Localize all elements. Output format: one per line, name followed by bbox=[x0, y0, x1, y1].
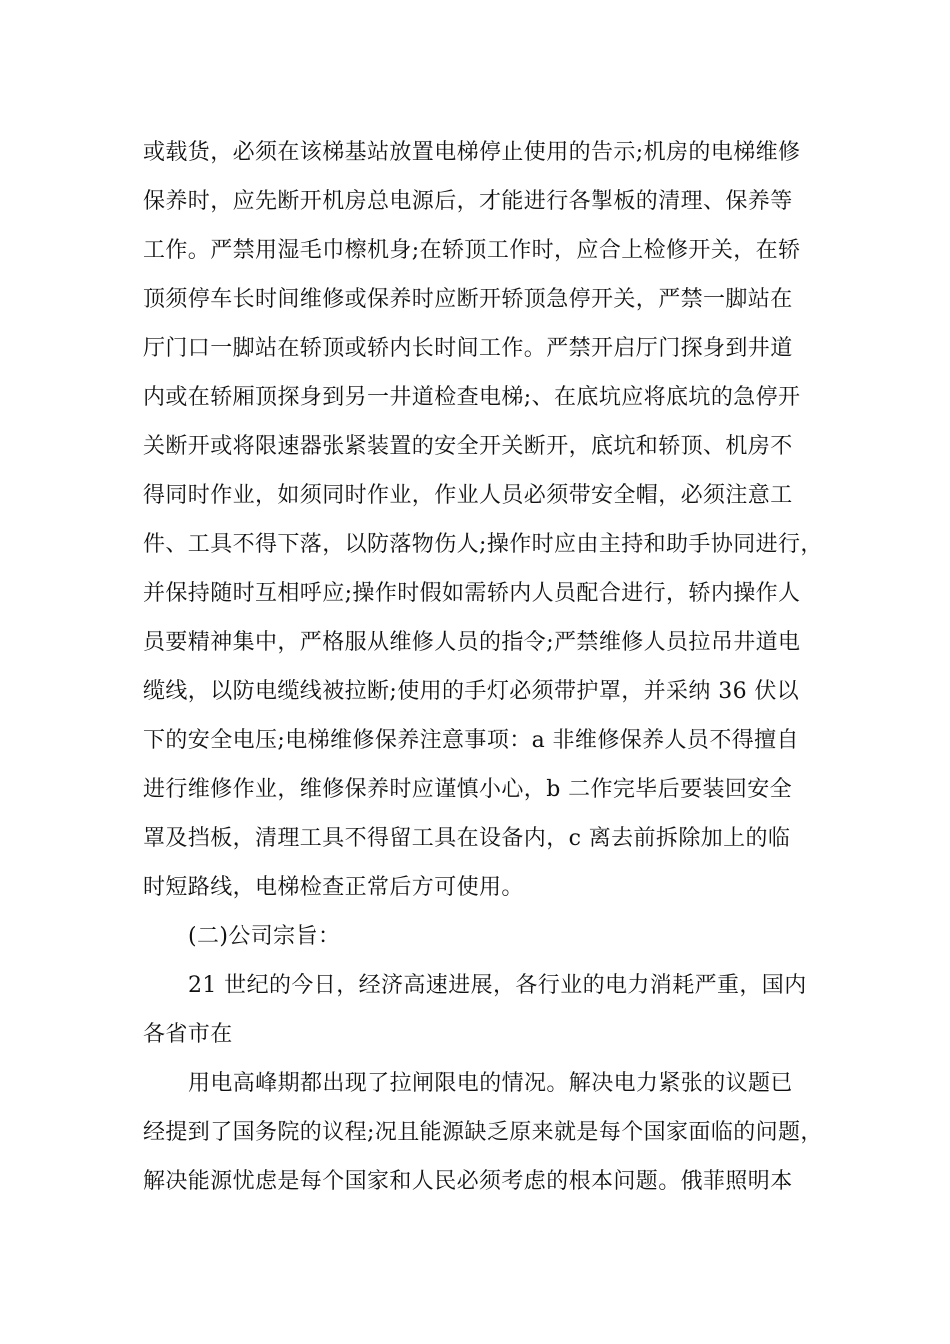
section-heading: (二)公司宗旨： bbox=[188, 924, 341, 949]
text-line: 关断开或将限速器张紧装置的安全开关断开，底坑和轿顶、机房不 bbox=[143, 434, 793, 459]
text-line: 用电高峰期都出现了拉闸限电的情况。解决电力紧张的议题已 bbox=[188, 1071, 793, 1096]
text-line: 时短路线，电梯检查正常后方可使用。 bbox=[143, 875, 524, 900]
text-line: 并保持随时互相呼应;操作时假如需轿内人员配合进行，轿内操作人 bbox=[143, 581, 801, 606]
document-body bbox=[143, 128, 823, 1206]
text-line: 保养时，应先断开机房总电源后，才能进行各掣板的清理、保养等 bbox=[143, 189, 793, 214]
text-line: 缆线，以防电缆线被拉断;使用的手灯必须带护罩，并采纳 36 伏以 bbox=[143, 679, 800, 704]
text-line: 得同时作业，如须同时作业，作业人员必须带安全帽，必须注意工 bbox=[143, 483, 793, 508]
text-line: 内或在轿厢顶探身到另一井道检查电梯;、在底坑应将底坑的急停开 bbox=[143, 385, 801, 410]
text-line: 下的安全电压;电梯维修保养注意事项：a 非维修保养人员不得擅自 bbox=[143, 728, 799, 753]
text-line: 解决能源忧虑是每个国家和人民必须考虑的根本问题。俄菲照明本 bbox=[143, 1169, 793, 1194]
paragraph-company-purpose bbox=[143, 961, 823, 1059]
text-line: 罩及挡板，清理工具不得留工具在设备内，c 离去前拆除加上的临 bbox=[143, 826, 791, 851]
paragraph-power-shortage bbox=[143, 1059, 823, 1206]
paragraph-maintenance-safety bbox=[143, 128, 823, 912]
text-line: 21 世纪的今日，经济高速进展，各行业的电力消耗严重，国内 bbox=[188, 973, 807, 998]
text-line: 各省市在 bbox=[143, 1022, 233, 1047]
text-line: 员要精神集中，严格服从维修人员的指令;严禁维修人员拉吊井道电 bbox=[143, 630, 801, 655]
text-line: 厅门口一脚站在轿顶或轿内长时间工作。严禁开启厅门探身到井道 bbox=[143, 336, 793, 361]
text-line: 顶须停车长时间维修或保养时应断开轿顶急停开关，严禁一脚站在 bbox=[143, 287, 793, 312]
text-line: 件、工具不得下落，以防落物伤人;操作时应由主持和助手协同进行， bbox=[143, 532, 823, 557]
text-line: 工作。严禁用湿毛巾檫机身;在轿顶工作时，应合上检修开关，在轿 bbox=[143, 238, 801, 263]
text-line: 经提到了国务院的议程;况且能源缺乏原来就是每个国家面临的问题， bbox=[143, 1120, 823, 1145]
text-line: 进行维修作业，维修保养时应谨慎小心，b 二作完毕后要装回安全 bbox=[143, 777, 793, 802]
text-line: 或载货，必须在该梯基站放置电梯停止使用的告示;机房的电梯维修 bbox=[143, 140, 801, 165]
